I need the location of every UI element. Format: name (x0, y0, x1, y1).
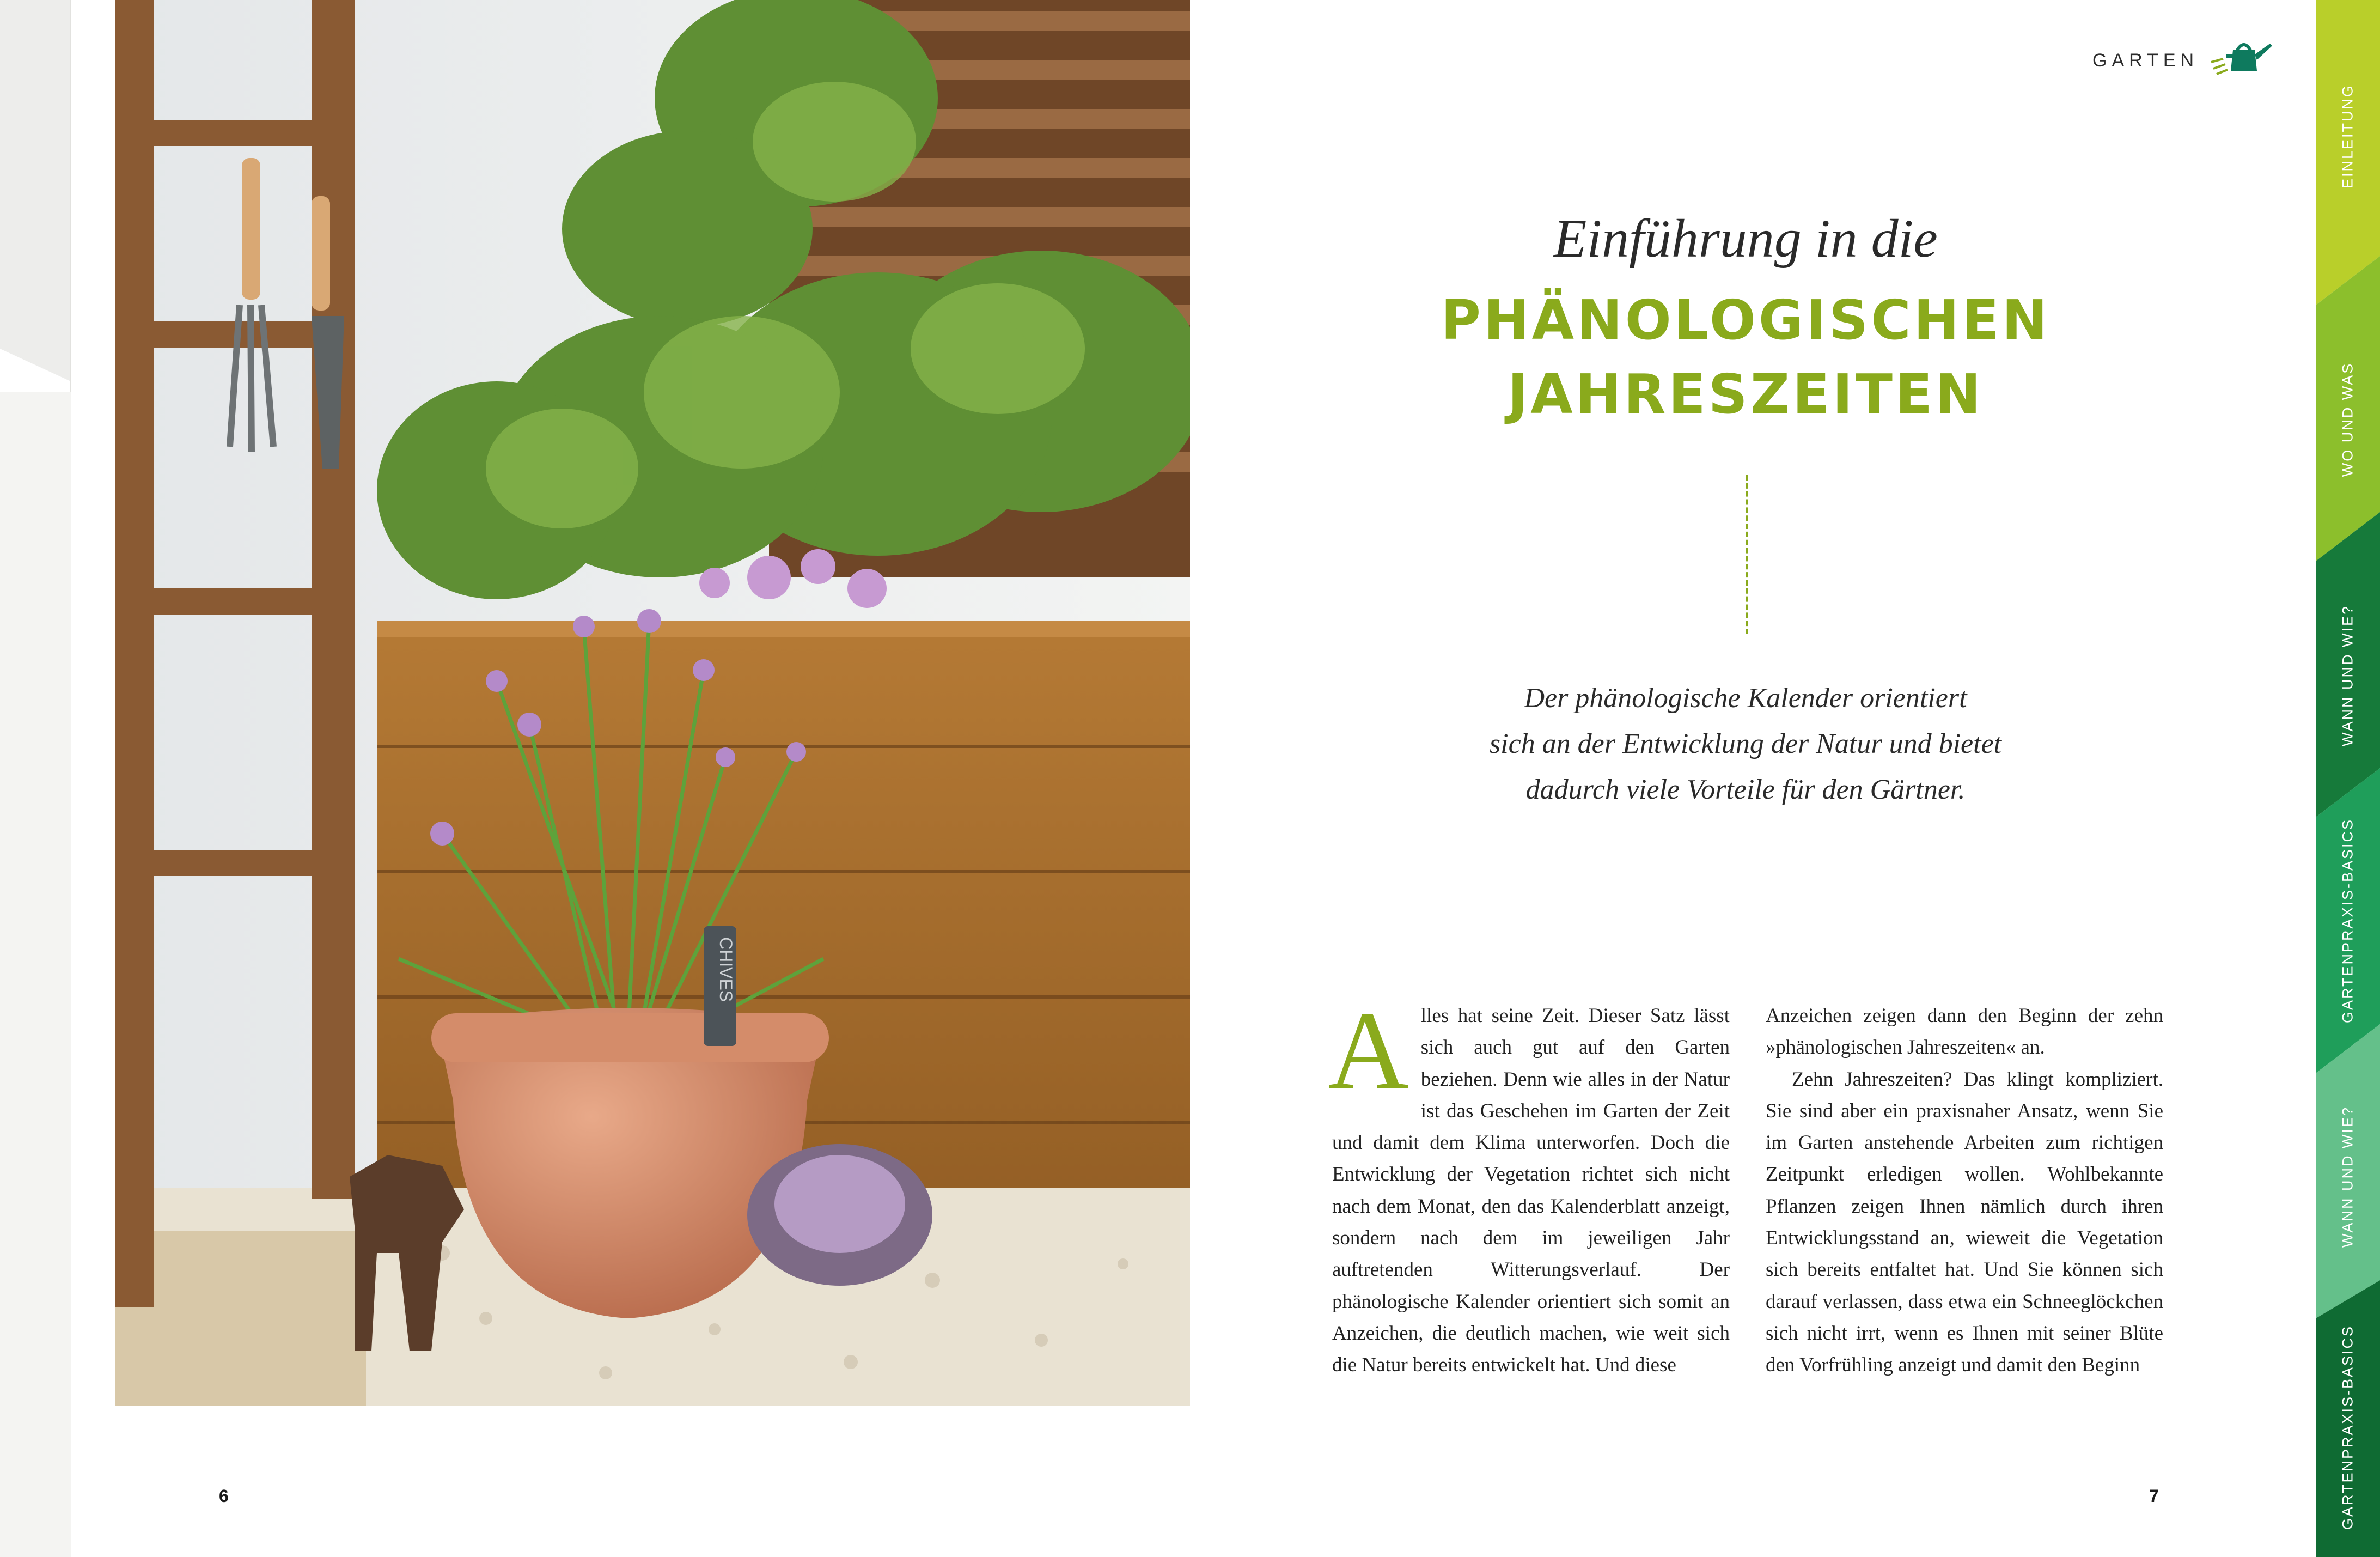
decorative-dashed-divider (1746, 475, 1748, 634)
title-italic-line: Einführung in die (1553, 208, 1938, 269)
tab-wann-und-wie-1[interactable]: WANN UND WIE? (2339, 605, 2356, 746)
chapter-tabs-graphic (2316, 0, 2380, 1557)
tab-gartenpraxis-basics-1[interactable]: GARTENPRAXIS-BASICS (2339, 818, 2356, 1024)
tab-einleitung[interactable]: EINLEITUNG (2339, 83, 2356, 189)
intro-line-3: dadurch viele Vorteile für den Gärtner. (1525, 774, 1966, 805)
garden-illustration (115, 0, 1190, 1406)
intro-text (1416, 676, 2075, 813)
left-page-edge (0, 0, 71, 1557)
body-column-1 (1328, 988, 1730, 1382)
body-column-2-paragraph-1: Anzeichen zeigen dann den Beginn der zehn »phänologischen Jahreszeiten« an. (1766, 1005, 2163, 1059)
plant-label-text: CHIVES (716, 937, 736, 1002)
section-label: GARTEN (2092, 50, 2199, 71)
body-column-2-paragraph-2: Zehn Jahreszeiten? Das klingt kompliziert. Sie sind aber ein praxisnaher Ansatz, wenn Sie im Garten anstehende Arbeiten zum richtigen Zeitpunkt erledigen wollen. Wohlbekannte Pflanzen zeigen Ihnen nämlich durch ihren Entwicklungsstand an, wieweit die Vegetation sich bereits entfaltet hat. Und Sie können sich darauf verlassen, dass etwa ein Schneeglöckchen sich nicht irrt, wenn es Ihnen mit seiner Blüte den Vorfrühling anzeigt und damit den Beginn (1766, 1068, 2163, 1377)
page-number-left: 6 (219, 1486, 229, 1506)
intro-line-1: Der phänologische Kalender orientiert (1524, 683, 1967, 714)
title-caps (1372, 283, 2119, 431)
page-fold-shape (0, 0, 71, 392)
intro-line-2: sich an der Entwicklung der Natur und bietet (1489, 728, 2002, 759)
garden-photo (115, 0, 1190, 1406)
title-caps-line-1: PHÄNOLOGISCHEN (1441, 288, 2051, 352)
title-caps-line-2: JAHRESZEITEN (1508, 362, 1984, 426)
tab-wann-und-wie-2[interactable]: WANN UND WIE? (2339, 1106, 2356, 1248)
drop-cap: A (1328, 988, 1409, 1112)
tab-gartenpraxis-basics-2[interactable]: GARTENPRAXIS-BASICS (2339, 1324, 2356, 1530)
body-column-1-text: lles hat seine Zeit. Dieser Satz lässt sich auch gut auf den Garten beziehen. Denn wie alles in der Natur ist das Geschehen im Garten der Zeit und damit dem Klima unterworfen. Doch die Entwicklung der Vegetation richtet sich nicht nach dem Monat, den das Kalenderblatt anzeigt, sondern nach dem im jeweiligen Jahr auftretenden Witterungsverlauf. Der phänologische Kalender orientiert sich somit an Anzeichen, die deutlich machen, wie weit sich die Natur bereits entwickelt hat. Und diese (1332, 1005, 1730, 1377)
chapter-tabs (2316, 0, 2380, 1557)
tab-wo-und-was[interactable]: WO UND WAS (2339, 362, 2356, 477)
body-column-2 (1766, 1000, 2163, 1382)
watering-can-icon (2211, 38, 2272, 76)
page-number-right: 7 (2149, 1486, 2159, 1506)
